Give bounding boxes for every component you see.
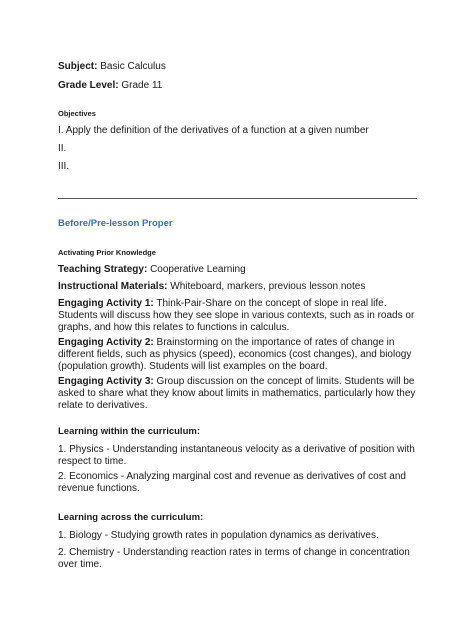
subject-label: Subject: (58, 61, 98, 72)
prior-knowledge-heading: Activating Prior Knowledge (58, 248, 156, 257)
strategy-label: Teaching Strategy: (58, 264, 148, 275)
grade-label: Grade Level: (58, 80, 119, 91)
section-divider (58, 198, 417, 199)
objective-item-2: II. (58, 143, 67, 154)
activity-3-label: Engaging Activity 3: (58, 376, 154, 387)
materials-label: Instructional Materials: (58, 281, 168, 292)
before-heading: Before/Pre-lesson Proper (58, 218, 173, 229)
activity-3 (58, 376, 418, 412)
strategy-value: Cooperative Learning (150, 264, 246, 275)
within-item-1: 1. Physics - Understanding instantaneous velocity as a derivative of position with respect to time. (58, 444, 415, 467)
materials-value: Whiteboard, markers, previous lesson notes (170, 281, 366, 292)
subject-line (58, 61, 418, 73)
grade-value: Grade 11 (121, 80, 163, 91)
across-item-1: 1. Biology - Studying growth rates in population dynamics as derivatives. (58, 530, 379, 541)
activity-1 (58, 298, 418, 334)
activity-1-text: Think-Pair-Share on the concept of slope in real life. Students will discuss how they see slope in various contexts, such as in roads or graphs, and how this relates to functions in calculus. (58, 298, 415, 333)
within-item-2: 2. Economics - Analyzing marginal cost and revenue as derivatives of cost and revenue functions. (58, 471, 406, 494)
across-heading: Learning across the curriculum: (58, 512, 204, 523)
across-item-2: 2. Chemistry - Understanding reaction rates in terms of change in concentration over time. (58, 547, 410, 570)
activity-2 (58, 337, 418, 373)
strategy-line (58, 264, 418, 276)
materials-line (58, 281, 418, 293)
activity-3-text: Group discussion on the concept of limits. Students will be asked to share what they know about limits in mathematics, particularly how they relate to derivatives. (58, 376, 416, 411)
within-heading: Learning within the curriculum: (58, 426, 200, 437)
activity-2-label: Engaging Activity 2: (58, 337, 154, 348)
activity-1-label: Engaging Activity 1: (58, 298, 154, 309)
objective-item-3: III. (58, 161, 70, 172)
activity-2-text: Brainstorming on the importance of rates of change in different fields, such as physics (speed), economics (cost changes), and biology (population growth). Students will list examples on the board. (58, 337, 412, 372)
subject-value: Basic Calculus (100, 61, 166, 72)
objective-item-1: I. Apply the definition of the derivatives of a function at a given number (58, 125, 369, 136)
objectives-heading: Objectives (58, 109, 96, 118)
grade-line (58, 80, 418, 92)
